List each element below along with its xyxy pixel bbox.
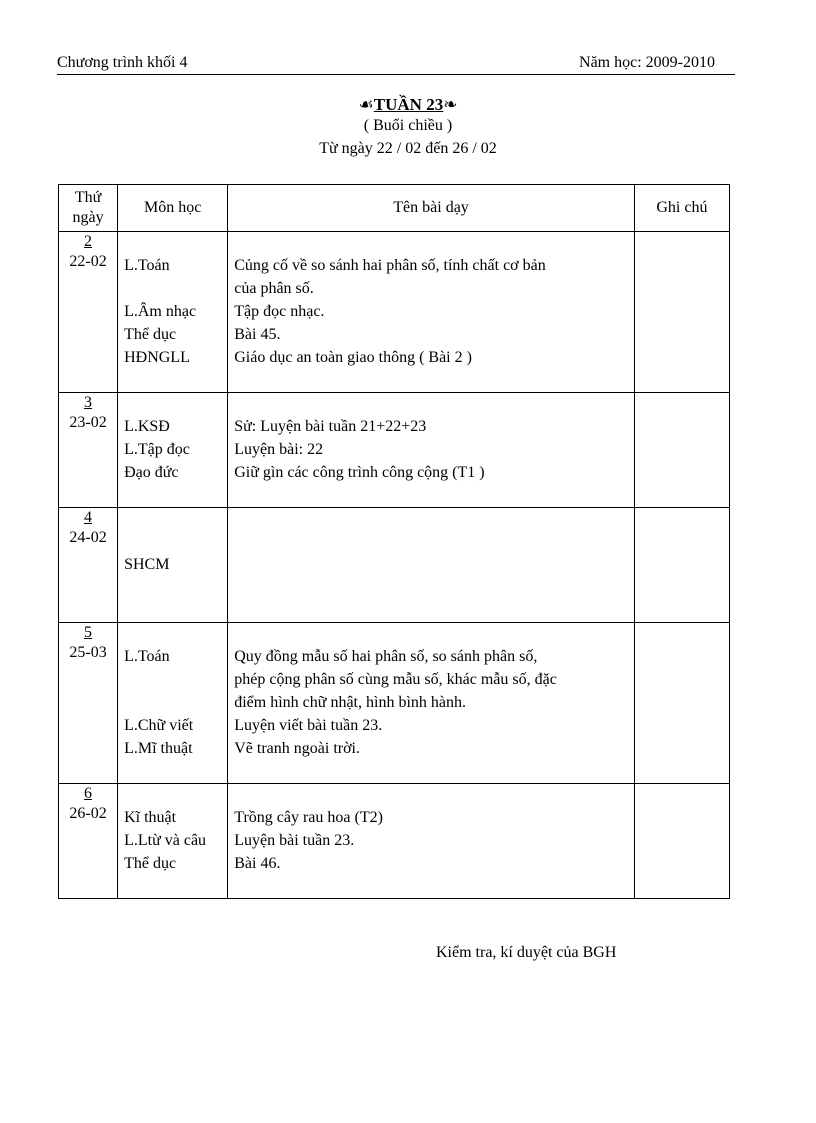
subject-cell — [118, 784, 228, 899]
subject-item: HĐNGLL — [124, 349, 190, 366]
lesson-line: Trồng cây rau hoa (T2) — [234, 809, 383, 826]
subject-item: L.Tập đọc — [124, 441, 190, 458]
lesson-cell — [228, 393, 635, 508]
header-day — [59, 185, 118, 232]
header-day-line1: Thứ — [74, 189, 102, 206]
table-row — [59, 393, 730, 508]
lesson-line: Quy đồng mẫu số hai phân số, so sánh phân số, — [234, 648, 538, 665]
lesson-line: Sử: Luyện bài tuần 21+22+23 — [234, 418, 427, 435]
date-range: Từ ngày 22 / 02 đến 26 / 02 — [319, 140, 497, 157]
subject-item — [124, 691, 227, 714]
page-header — [57, 52, 735, 75]
day-number: 6 — [84, 785, 93, 802]
approval-label: Kiểm tra, kí duyệt của BGH — [436, 944, 617, 961]
subject-cell — [118, 393, 228, 508]
subject-cell — [118, 508, 228, 623]
day-cell — [59, 232, 118, 393]
subject-item: SHCM — [124, 556, 170, 573]
lesson-line: Giữ gìn các công trình công cộng (T1 ) — [234, 464, 485, 481]
lesson-line: phép cộng phân số cùng mẫu số, khác mẫu số, đặc — [234, 671, 557, 688]
subject-item: Thể dục — [124, 326, 177, 343]
lesson-line: điểm hình chữ nhật, hình bình hành. — [234, 694, 466, 711]
table-row — [59, 232, 730, 393]
header-note: Ghi chú — [634, 185, 729, 232]
note-cell — [634, 508, 729, 623]
subject-item: L.Mĩ thuật — [124, 740, 193, 757]
day-number: 3 — [84, 394, 93, 411]
lesson-line: Luyện bài tuần 23. — [234, 832, 355, 849]
lesson-line: Bài 46. — [234, 855, 281, 872]
lesson-line: Luyện bài: 22 — [234, 441, 324, 458]
schedule-table — [58, 184, 730, 899]
day-number: 4 — [84, 509, 93, 526]
day-number: 5 — [84, 624, 93, 641]
note-cell — [634, 623, 729, 784]
week-title — [0, 95, 816, 115]
subject-item: L.Toán — [124, 257, 170, 274]
lesson-line: Luyện viết bài tuần 23. — [234, 717, 383, 734]
note-cell — [634, 784, 729, 899]
table-row — [59, 623, 730, 784]
day-date: 26-02 — [69, 805, 107, 822]
day-cell — [59, 393, 118, 508]
session-label: ( Buổi chiều ) — [363, 117, 453, 134]
subject-item: L.Toán — [124, 648, 170, 665]
subject-item: Thể dục — [124, 855, 177, 872]
subject-item: L.Âm nhạc — [124, 303, 197, 320]
subject-item — [124, 277, 227, 300]
ornament-left-icon: ☙ — [358, 95, 374, 114]
note-cell — [634, 393, 729, 508]
table-row — [59, 784, 730, 899]
subject-cell — [118, 623, 228, 784]
subject-item: L.KSĐ — [124, 418, 170, 435]
lesson-line: Vẽ tranh ngoài trời. — [234, 740, 360, 757]
lesson-line: của phân số. — [234, 280, 314, 297]
lesson-cell — [228, 508, 635, 623]
subject-item: L.Ltừ và câu — [124, 832, 207, 849]
day-date: 22-02 — [69, 253, 107, 270]
subject-cell — [118, 232, 228, 393]
note-cell — [634, 232, 729, 393]
day-date: 25-03 — [69, 644, 107, 661]
lesson-cell — [228, 232, 635, 393]
subject-item: Kĩ thuật — [124, 809, 177, 826]
day-cell — [59, 784, 118, 899]
lesson-line: Củng cố về so sánh hai phân số, tính chất cơ bản — [234, 257, 546, 274]
day-cell — [59, 508, 118, 623]
table-header-row — [59, 185, 730, 232]
week-title-text: TUẦN 23 — [373, 95, 444, 114]
lesson-line: Tập đọc nhạc. — [234, 303, 325, 320]
school-year-label: Năm học: 2009-2010 — [579, 54, 715, 71]
subject-item — [124, 668, 227, 691]
lesson-line: Bài 45. — [234, 326, 281, 343]
lesson-cell — [228, 784, 635, 899]
lesson-cell — [228, 623, 635, 784]
day-date: 24-02 — [69, 529, 107, 546]
header-lesson: Tên bài dạy — [228, 185, 635, 232]
day-cell — [59, 623, 118, 784]
subject-item: Đạo đức — [124, 464, 179, 481]
day-date: 23-02 — [69, 414, 107, 431]
lesson-line: Giáo dục an toàn giao thông ( Bài 2 ) — [234, 349, 472, 366]
ornament-right-icon: ❧ — [443, 95, 458, 114]
header-day-line2: ngày — [72, 209, 104, 226]
day-number: 2 — [84, 233, 93, 250]
subject-item: L.Chữ viết — [124, 717, 194, 734]
program-label: Chương trình khối 4 — [57, 54, 188, 71]
header-subject: Môn học — [118, 185, 228, 232]
table-row — [59, 508, 730, 623]
